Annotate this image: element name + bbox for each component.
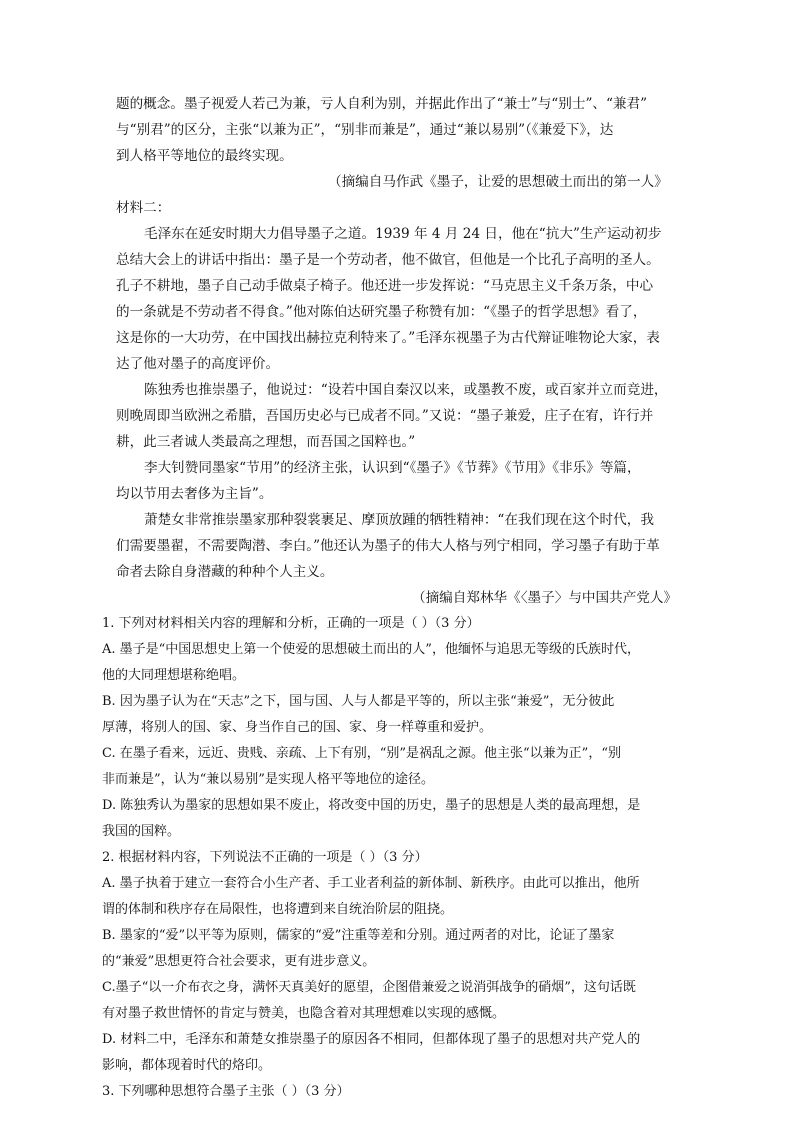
question-2-stem: 2. 根据材料内容，下列说法不正确的一项是（ ）（3 分） <box>102 850 428 865</box>
question-3-stem: 3. 下列哪种思想符合墨子主张（ ）（3 分） <box>102 1084 350 1099</box>
question-1-option-b-line-2: 厚薄，将别人的国、家、身当作自己的国、家、身一样尊重和爱护。 <box>102 720 493 735</box>
material2-line-11: 均以节用去奢侈为主旨”。 <box>116 486 273 502</box>
question-2-option-b-line-1: B. 墨家的“爱”以平等为原则，儒家的“爱”注重等差和分别。通过两者的对比，论证了墨家 <box>102 928 615 943</box>
material2-line-4: 的一条就是不劳动者不得食。”他对陈伯达研究墨子称赞有加：“《墨子的哲学思想》看了， <box>116 304 647 320</box>
material2-line-9: 耕，此三者诚人类最高之理想，而吾国之国粹也。” <box>116 434 416 450</box>
material2-line-3: 孔子不耕地，墨子自己动手做桌子椅子。他还进一步发挥说：“马克思主义千条万条，中心 <box>116 278 654 294</box>
question-2-option-b-line-2: 的“兼爱”思想更符合社会要求，更有进步意义。 <box>102 954 376 969</box>
material1-line-2: 与“别君”的区分，主张“以兼为正”，“别非而兼是”，通过“兼以易别”（《兼爱下》，达 <box>116 122 614 138</box>
material2-line-13: 们需要墨翟，不需要陶潜、李白。”他还认为墨子的伟大人格与列宁相同，学习墨子有助于革 <box>116 538 660 554</box>
question-1-option-c-line-1: C. 在墨子看来，远近、贵贱、亲疏、上下有别，“别”是祸乱之源。他主张“以兼为正”，“别 <box>102 746 621 761</box>
question-1-option-d-line-2: 我国的国粹。 <box>102 824 181 839</box>
question-1-option-a-line-1: A. 墨子是“中国思想史上第一个使爱的思想破土而出的人”，他缅怀与追思无等级的氏族时代， <box>102 642 640 657</box>
material2-line-14: 命者去除自身潜藏的种种个人主义。 <box>116 564 334 580</box>
material2-line-5: 这是你的一大功劳，在中国找出赫拉克利特来了。”毛泽东视墨子为古代辩证唯物论大家，表 <box>116 330 660 346</box>
question-2-option-d-line-2: 影响，都体现着时代的烙印。 <box>102 1058 272 1073</box>
question-2-option-c-line-1: C.墨子“以一介布衣之身，满怀天真美好的愿望，企图借兼爱之说消弭战争的硝烟”，这句话既 <box>102 980 636 995</box>
material2-line-10: 李大钊赞同墨家“节用”的经济主张，认识到“《墨子》《节葬》《节用》《非乐》等篇， <box>144 460 641 476</box>
question-1-option-c-line-2: 非而兼是”，认为“兼以易别”是实现人格平等地位的途径。 <box>102 772 434 787</box>
question-1-stem: 1. 下列对材料相关内容的理解和分析，正确的一项是（ ）（3 分） <box>102 616 480 631</box>
question-2-option-a-line-2: 谓的体制和秩序存在局限性，也将遭到来自统治阶层的阻挠。 <box>102 902 454 917</box>
question-1-option-d-line-1: D. 陈独秀认为墨家的思想如果不废止，将改变中国的历史，墨子的思想是人类的最高理想，是 <box>102 798 641 813</box>
question-1-option-a-line-2: 他的大同理想堪称绝唱。 <box>102 668 246 683</box>
material2-line-2: 总结大会上的讲话中指出：墨子是一个劳动者，他不做官，但他是一个比孔子高明的圣人。 <box>116 252 660 268</box>
material2-line-8: 则晚周即当欧洲之希腊，吾国历史必与已成者不同。”又说：“墨子兼爱，庄子在宥，许行并 <box>116 408 654 424</box>
source-citation-2: （摘编自郑林华《〈墨子〉与中国共产党人》 <box>412 590 678 606</box>
material2-line-6: 达了他对墨子的高度评价。 <box>116 356 280 372</box>
question-1-option-b-line-1: B. 因为墨子认为在“天志”之下，国与国、人与人都是平等的，所以主张“兼爱”，无分彼此 <box>102 694 615 709</box>
material2-title: 材料二： <box>116 200 171 216</box>
material1-line-3: 到人格平等地位的最终实现。 <box>116 148 293 164</box>
material2-line-7: 陈独秀也推崇墨子，他说过：“设若中国自秦汉以来，或墨教不废，或百家并立而竞进， <box>144 382 668 398</box>
material2-line-1: 毛泽东在延安时期大力倡导墨子之道。1939 年 4 月 24 日，他在“抗大”生产运动初步 <box>144 226 662 242</box>
material2-line-12: 萧楚女非常推崇墨家那种裂裳裹足、摩顶放踵的牺牲精神：“在我们现在这个时代，我 <box>144 512 654 528</box>
source-citation-1: （摘编自马作武《墨子，让爱的思想破土而出的第一人》 <box>328 174 668 190</box>
material1-line-1: 题的概念。墨子视爱人若己为兼，亏人自利为别，并据此作出了“兼士”与“别士”、“兼君” <box>116 96 648 112</box>
question-2-option-c-line-2: 有对墨子救世情怀的肯定与赞美，也隐含着对其理想难以实现的感慨。 <box>102 1006 506 1021</box>
question-2-option-d-line-1: D. 材料二中，毛泽东和萧楚女推崇墨子的原因各不相同，但都体现了墨子的思想对共产党人的 <box>102 1032 641 1047</box>
question-2-option-a-line-1: A. 墨子执着于建立一套符合小生产者、手工业者利益的新体制、新秩序。由此可以推出，他所 <box>102 876 640 891</box>
